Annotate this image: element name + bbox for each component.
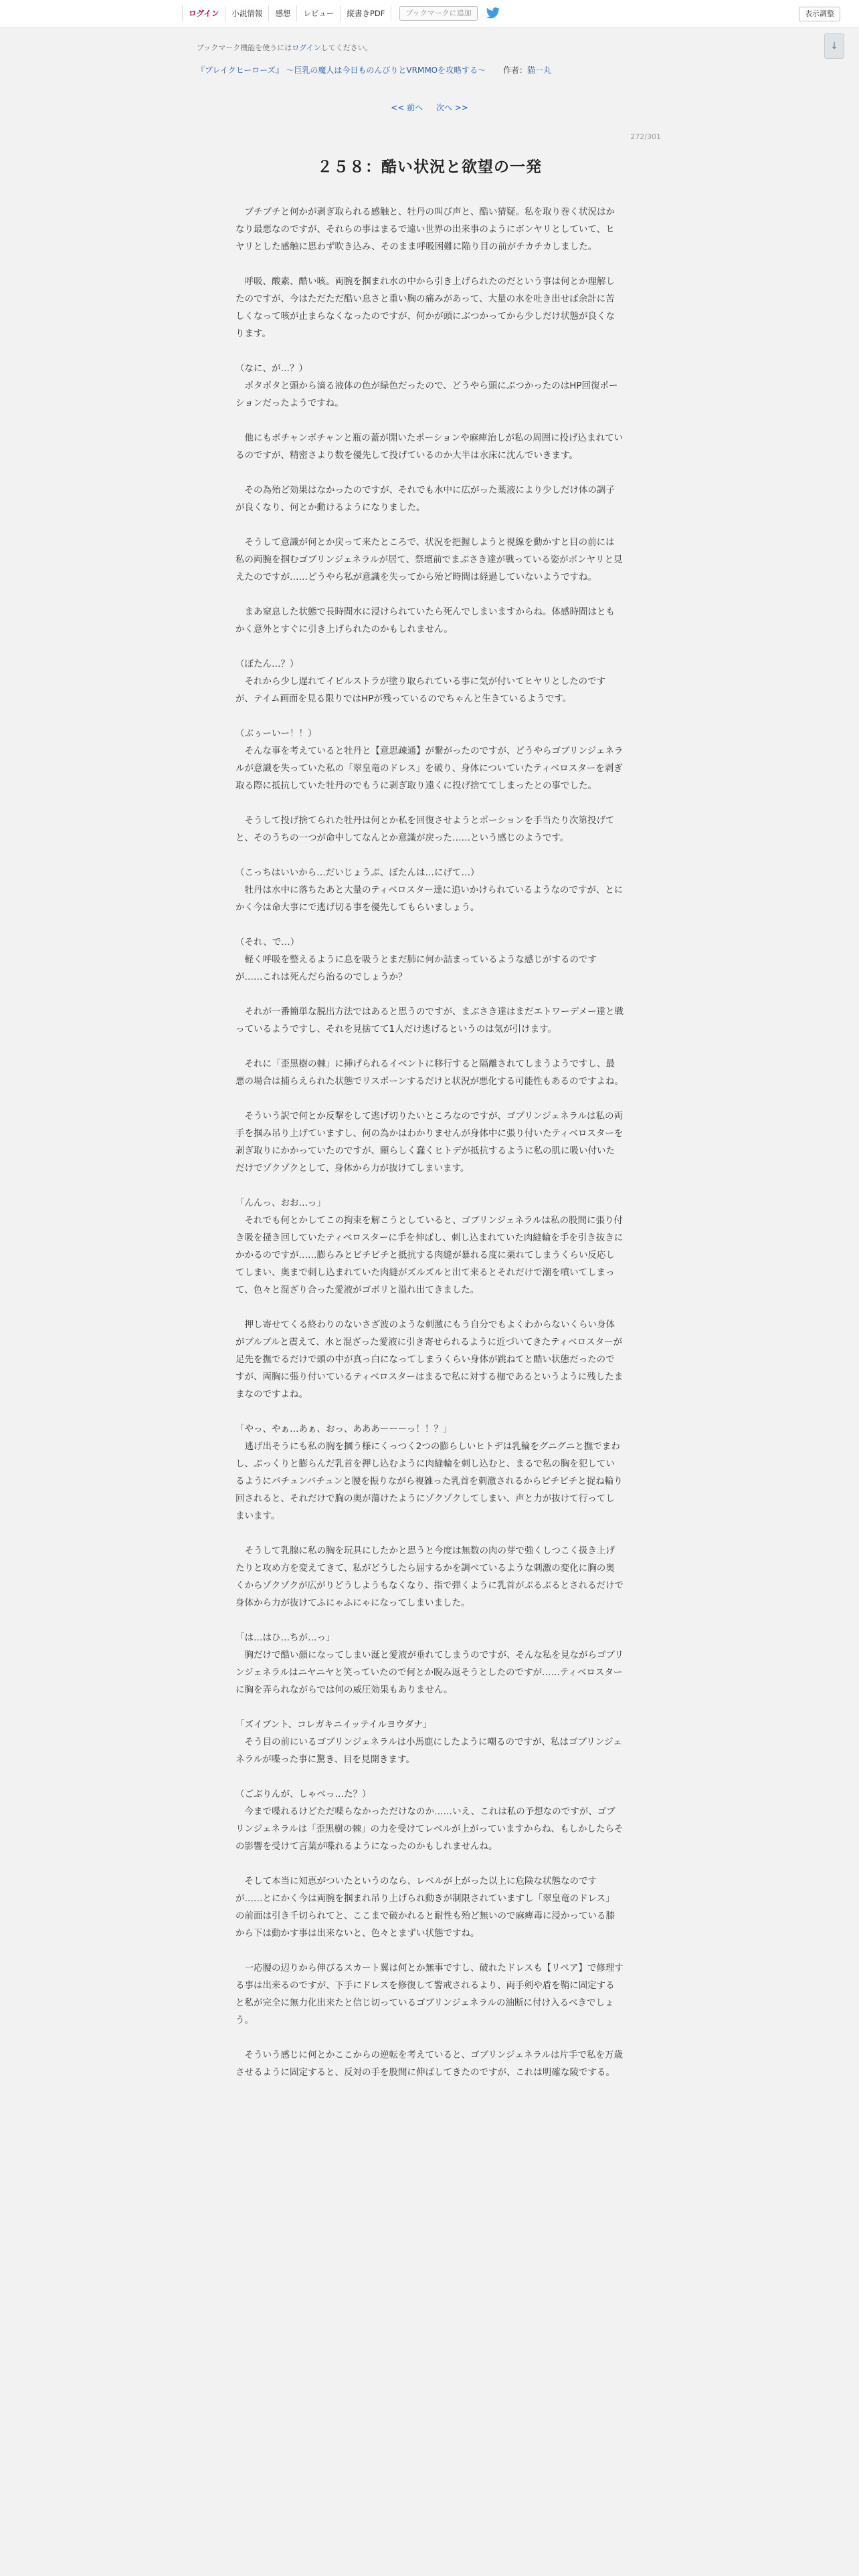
body-paragraph: 「ズイブント、コレガキニイッテイルヨウダナ」 そう目の前にいるゴブリンジェネラルは小馬鹿にしたように嘲るのですが、私はゴブリンジェネラルが喋った事に驚き、目を見開きます。: [235, 1719, 622, 1765]
novel-container: [182, 28, 677, 2576]
nav-vertical-pdf-link[interactable]: 縦書きPDF: [341, 5, 391, 21]
author-label: 作者：: [502, 66, 527, 75]
series-title-link[interactable]: 『ブレイクヒーローズ』 〜巨乳の魔人は今日ものんびりとVRMMOを攻略する〜: [197, 66, 486, 75]
main-nav: [182, 5, 500, 21]
body-paragraph: 押し寄せてくる終わりのないさざ波のような刺激にもう自分でもよくわからないくらい身体がブルブルと震えて、水と混ざった愛液に引き寄せられるように近づいてきたティベロスターが足先を撫でるだけで頭の中が真っ白になってしまうくらい身体が跳ねてと酷い状態だったのですが、両胸に張り付いているティベロスターはまるで私に対する枷であるというように残したままなのですよね。: [235, 1319, 624, 1400]
login-notice: [182, 43, 677, 53]
series-header: [182, 64, 677, 76]
add-bookmark-button[interactable]: ブックマークに追加: [399, 6, 477, 21]
chapter-pager: [182, 102, 677, 114]
body-paragraph: （ごぶりんが、しゃべっ…た？） 今まで喋れるけどただ喋らなかっただけなのか……いえ、これは私の予想なのですが、ゴブリンジェネラルは「歪黒樹の棘」の力を受けてレベルが上がっていますからね、もしかしたらその影響を受けて言葉が喋れるようになったのかもしれませんね。: [235, 1789, 624, 1852]
body-paragraph: 一応腰の辺りから伸びるスカート翼は何とか無事ですし、破れたドレスも【リペア】で修理する事は出来るのですが、下手にドレスを修復して警戒されるより、両手剣や盾を鞘に固定すると私が完全に無力化出来たと信じ切っているゴブリンジェネラルの油断に付け入るべきでしょう。: [235, 1963, 624, 2026]
notice-prefix: ブックマーク機能を使うには: [197, 43, 292, 52]
body-paragraph: そうして投げ捨てられた牡丹は何とか私を回復させようとポーションを手当たり次第投げてと、そのうちの一つが命中してなんとか意識が戻った……という感じのようです。: [235, 815, 615, 843]
body-paragraph: それに「歪黒樹の棘」に挿げられるイベントに移行すると隔離されてしまうようですし、最悪の場合は捕らえられた状態でリスポーンするだけと状況が悪化する可能性もあるのですよね。: [235, 1059, 624, 1087]
twitter-bird-icon[interactable]: [486, 7, 500, 19]
body-paragraph: そうして乳腺に私の胸を玩具にしたかと思うと今度は無数の肉の芽で強くしつこく扱き上げたりと攻め方を変えてきて、私がどうしたら屈するかを調べているような刺激の変化に胸の奥くからゾクゾクが広がりどうしようもなくなり、指で弾くように乳首がぶるぶるとされるだけで身体から力が抜けてふにゃふにゃになってしまいました。: [235, 1545, 624, 1608]
arrow-down-icon[interactable]: ↓: [824, 33, 844, 59]
body-paragraph: （なに、が…？） ポタポタと頭から滴る液体の色が緑色だったので、どうやら頭にぶつかったのはHP回復ポーションだったようですね。: [235, 363, 618, 409]
body-paragraph: まあ窒息した状態で長時間水に浸けられていたら死んでしまいますからね。体感時間はともかく意外とすぐに引き上げられたのかもしれません。: [235, 607, 615, 635]
body-paragraph: そして本当に知恵がついたというのなら、レベルが上がった以上に危険な状態なのですが……とにかく今は両腕を掴まれ吊り上げられ動きが制限されていますし「翠皇竜のドレス」の前面は引き千切られてと、ここまで破かれると耐性も殆ど無いので麻痺毒に浸かっている膝から下は動かす事は出来ないと、色々とまずい状態ですね。: [235, 1876, 615, 1939]
body-paragraph: ブチブチと何かが剥ぎ取られる感触と、牡丹の叫び声と、酷い猜疑。私を取り巻く状況はかなり最悪なのですが、それらの事はまるで遠い世界の出来事のようにボンヤリとしていて、ヒヤリとした感触に思わず吹き込み、そのまま呼吸困難に陥り目の前がチカチカしました。: [235, 207, 615, 252]
prev-chapter-link[interactable]: << 前へ: [391, 103, 423, 112]
body-paragraph: そうして意識が何とか戻って来たところで、状況を把握しようと視線を動かすと目の前には私の両腕を掴むゴブリンジェネラルが居て、祭壇前でまぶさき達が戦っている姿がボンヤリと見えたのですが……どうやら私が意識を失ってから殆ど時間は経過していないようですね。: [235, 537, 623, 582]
body-paragraph: （ぼたん…？） それから少し遅れてイビルストラが塗り取られている事に気が付いてヒヤリとしたのですが、テイム画面を見る限りではHPが残っているのでちゃんと生きているようです。: [235, 659, 606, 704]
notice-login-link[interactable]: ログイン: [292, 43, 321, 52]
nav-login-link[interactable]: ログイン: [183, 5, 225, 21]
body-paragraph: 呼吸、酸素、酷い咳。両腕を掴まれ水の中から引き上げられたのだという事は何とか理解したのですが、今はただただ酷い息さと重い胸の痛みがあって、大量の水を吐き出せば余計に苦しくなって咳が止まらなくなったのですが、何かが頭にぶつかってから少しだけ状態が良くなります。: [235, 276, 615, 339]
chapter-body: [182, 177, 677, 2081]
notice-suffix: してください。: [320, 43, 373, 52]
chapter-count: 272/301: [630, 132, 661, 141]
body-paragraph: そういう訳で何とか反撃をして逃げ切りたいところなのですが、ゴブリンジェネラルは私の両手を掴み吊り上げていますし、何の為かはわかりませんが身体中に張り付いたティベロスターを剥ぎ取りにかかっていたのですが、願らしく蠢くヒトデが抵抗するように私の肌に吸い付いただけでゾクゾクとして、身体から力が抜けてしまいます。: [235, 1111, 624, 1174]
chapter-title: ２５８：酷い状況と欲望の一発: [317, 158, 542, 176]
body-paragraph: それが一番簡単な脱出方法ではあると思うのですが、まぶさき達はまだエトワーデメー達と戦っているようですし、それを見捨てて1人だけ逃げるというのは気が引けます。: [235, 1006, 624, 1035]
body-paragraph: その為殆ど効果はなかったのですが、それでも水中に広がった薬液により少しだけ体の調子が良くなり、何とか動けるようになりました。: [235, 485, 615, 513]
next-chapter-link[interactable]: 次へ >>: [436, 103, 468, 112]
body-paragraph: 他にもボチャンボチャンと瓶の蓋が開いたポーションや麻痺治しが私の周囲に投げ込まれているのですが、精密さより数を優先して投げているのか大半は水床に沈んでいきます。: [235, 433, 624, 461]
nav-review-link[interactable]: レビュー: [297, 5, 341, 21]
body-paragraph: （こっちはいいから…だいじょうぶ、ぼたんは…にげて…） 牡丹は水中に落ちたあと大量のティベロスター達に追いかけられているようなのですが、とにかく今は命大事にで逃げ切る事を優先してもらいましょう。: [235, 867, 624, 913]
body-paragraph: （ぶぅーいー！！） そんな事を考えていると牡丹と【意思疎通】が繋がったのですが、どうやらゴブリンジェネラルが意識を失っていた私の「翠皇竜のドレス」を破り、身体についていたティベロスターを剥ぎ取る際に抵抗していた牡丹のでもうに剥ぎ取り遠くに投げ捨ててしまったとの事でした。: [235, 728, 624, 791]
body-paragraph: 「やっ、やぁ…あぁ、おっ、あああーーーっ！！？」 逃げ出そうにも私の胸を摑う様にくっつく2つの膨らしいヒトデは乳輪をグニグニと撫でまわし、ぶっくりと膨らんだ乳首を押し込むように肉縫輪を刺し込むと、まるで私の胸を犯しているようにバチュンバチュンと腰を振りながら複雑った乳首を刺激されるからピチピチと捉ね輪り回されると、それだけで胸の奥が蕩けたようにゾクゾクしてしまい、声と力が抜けて行ってしまいます。: [235, 1424, 623, 1521]
author-link[interactable]: 猫一丸: [527, 66, 551, 75]
top-navigation-bar: [0, 0, 859, 28]
nav-impressions-link[interactable]: 感想: [269, 5, 297, 21]
display-settings-button[interactable]: 表示調整: [799, 7, 840, 21]
body-paragraph: （それ、で…） 軽く呼吸を整えるように息を吸うとまだ肺に何か詰まっているような感じがするのですが……これは死んだら治るのでしょうか？: [235, 937, 597, 982]
nav-novel-info-link[interactable]: 小説情報: [225, 5, 269, 21]
body-paragraph: 「んんっ、おお…っ」 それでも何とかしてこの拘束を解こうとしていると、ゴブリンジェネラルは私の股間に張り付き吸を掻き回していたティベロスターに手を伸ばし、刺し込まれていた肉縫輪を手を引き抜きにかかるのですが……膨らみとビチビチと抵抗する肉縫が暴れる度に栗れてしまうくらい反応してしまい、奥まで刺し込まれていた肉縫がズルズルと出て来るとそれだけで潮を噴いてしまって、色々と混ざり合った愛液がゴボリと溢れ出てきました。: [235, 1198, 624, 1295]
body-paragraph: 「は…はひ…ちが…っ」 胸だけで酷い顔になってしまい涎と愛液が垂れてしまうのですが、そんな私を見ながらゴブリンジェネラルはニヤニヤと笑っていたので何とか睨み返そうとしたのですが……ティベロスターに胸を弄られながらでは何の威圧効果もありません。: [235, 1632, 624, 1695]
body-paragraph: そういう感じに何とかここからの逆転を考えていると、ゴブリンジェネラルは片手で私を万歳させるように固定すると、反対の手を股間に伸ばしてきたのですが、これは明確な陵でする。: [235, 2050, 623, 2078]
